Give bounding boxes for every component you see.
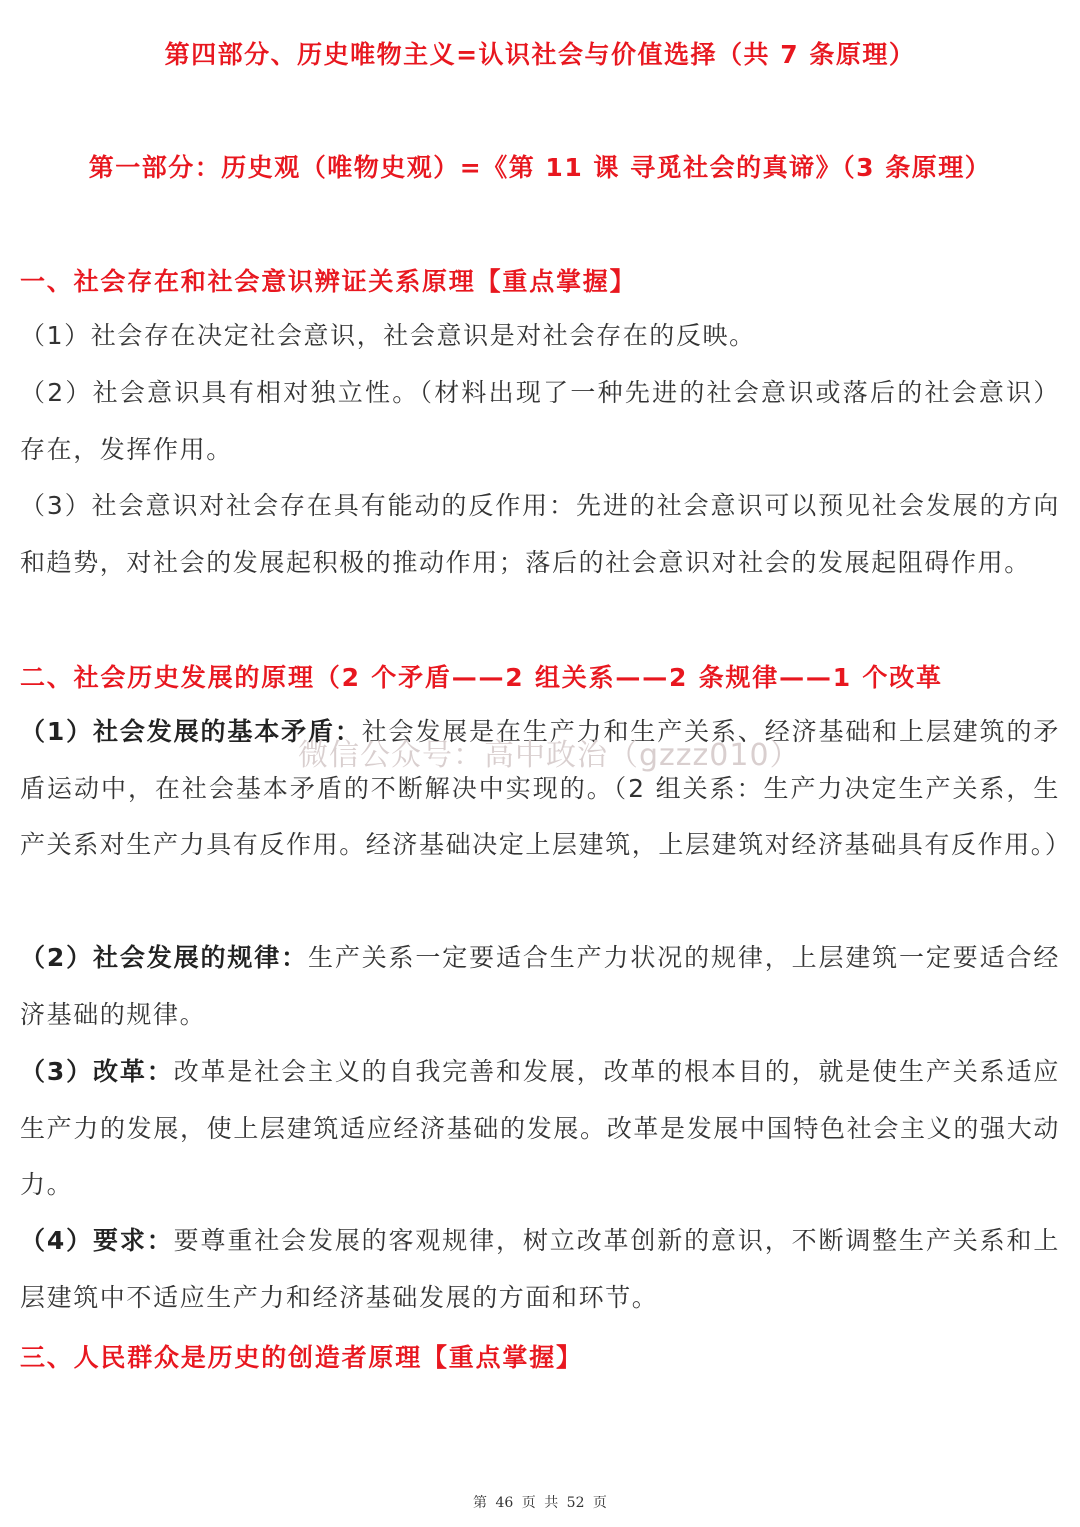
section3-heading: 三、人民群众是历史的创造者原理【重点掌握】 bbox=[20, 1343, 583, 1372]
section2-item-1-label: （1）社会发展的基本矛盾： bbox=[20, 717, 362, 746]
section1-paragraph-3: （3）社会意识对社会存在具有能动的反作用：先进的社会意识可以预见社会发展的方向和趋势，对社会的发展起积极的推动作用；落后的社会意识对社会的发展起阻碍作用。 bbox=[20, 491, 1060, 577]
section1-paragraph-1: （1）社会存在决定社会意识，社会意识是对社会存在的反映。 bbox=[20, 321, 756, 350]
section2-item-4-label: （4）要求： bbox=[20, 1226, 174, 1255]
section2-item-2 bbox=[20, 930, 1060, 1043]
section2-item-4 bbox=[20, 1213, 1060, 1326]
section1-heading: 一、社会存在和社会意识辨证关系原理【重点掌握】 bbox=[20, 267, 637, 296]
watermark: 微信公众号：高中政治（gzzz010） bbox=[298, 738, 801, 773]
main-title: 第四部分、历史唯物主义=认识社会与价值选择（共 7 条原理） bbox=[164, 40, 916, 69]
section2-item-2-label: （2）社会发展的规律： bbox=[20, 943, 308, 972]
section1-paragraph-2: （2）社会意识具有相对独立性。（材料出现了一种先进的社会意识或落后的社会意识）存在，发挥作用。 bbox=[20, 378, 1060, 464]
section2-item-1-text: 社会发展是在生产力和生产关系、经济基础和上层建筑的矛盾运动中，在社会基本矛盾的不断解决中实现的。（2 组关系：生产力决定生产关系，生产关系对生产力具有反作用。经济基础决定上层建筑，上层建筑对经济基础具有反作用。） bbox=[20, 717, 1072, 859]
section2-item-3-text: 改革是社会主义的自我完善和发展，改革的根本目的，就是使生产关系适应生产力的发展，使上层建筑适应经济基础的发展。改革是发展中国特色社会主义的强大动力。 bbox=[20, 1057, 1060, 1199]
section2-heading: 二、社会历史发展的原理（2 个矛盾——2 组关系——2 条规律——1 个改革 bbox=[20, 663, 943, 692]
page-footer: 第 46 页 共 52 页 bbox=[473, 1495, 607, 1511]
section2-item-1 bbox=[20, 704, 1072, 874]
section2-item-3-label: （3）改革： bbox=[20, 1057, 174, 1086]
section2-item-4-text: 要尊重社会发展的客观规律，树立改革创新的意识，不断调整生产关系和上层建筑中不适应生产力和经济基础发展的方面和环节。 bbox=[20, 1226, 1060, 1312]
sub-title: 第一部分：历史观（唯物史观）=《第 11 课 寻觅社会的真谛》（3 条原理） bbox=[88, 153, 992, 182]
section2-item-3 bbox=[20, 1044, 1060, 1214]
section2-item-2-text: 生产关系一定要适合生产力状况的规律，上层建筑一定要适合经济基础的规律。 bbox=[20, 943, 1060, 1029]
